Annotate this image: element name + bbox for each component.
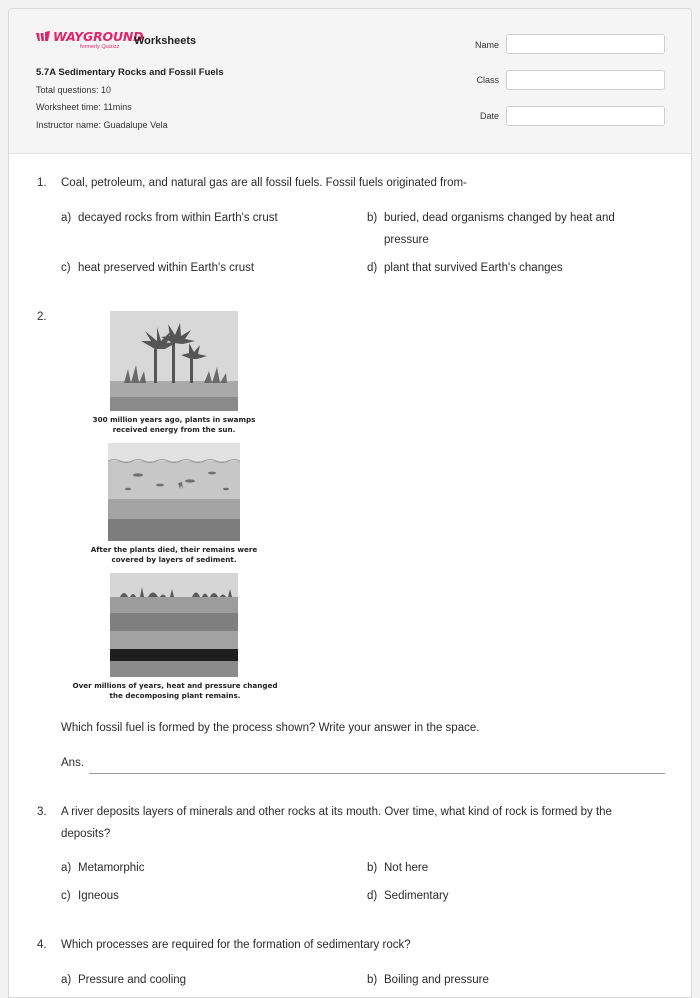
figure-caption-3: Over millions of years, heat and pressure changed the decomposing plant remains. [72, 681, 278, 700]
worksheet-title: 5.7A Sedimentary Rocks and Fossil Fuels [36, 67, 224, 78]
question-3-option-b[interactable]: b) Not here [367, 862, 429, 874]
figure-caption-2: After the plants died, their remains were covered by layers of sediment. [90, 545, 258, 564]
question-1-text: Coal, petroleum, and natural gas are all fossil fuels. Fossil fuels originated from- [61, 177, 467, 189]
class-field[interactable] [506, 70, 665, 90]
question-4-text: Which processes are required for the formation of sedimentary rock? [61, 939, 411, 951]
question-1-option-d[interactable]: d) plant that survived Earth's changes [367, 262, 563, 274]
brand-name: WAYGROUND [53, 29, 144, 44]
class-label: Class [476, 75, 499, 85]
swamp-plants-illustration [110, 311, 238, 411]
question-1-number: 1. [37, 177, 47, 189]
question-1-option-b[interactable]: b) buried, dead organisms changed by heat and pressure [367, 212, 615, 246]
date-field[interactable] [506, 106, 665, 126]
sediment-layers-illustration [108, 443, 240, 541]
answer-line[interactable] [89, 773, 665, 774]
question-3-text: A river deposits layers of minerals and other rocks at its mouth. Over time, what kind of rock is formed by the deposits? [61, 806, 612, 840]
name-field[interactable] [506, 34, 665, 54]
question-3-number: 3. [37, 806, 47, 818]
worksheet-header [9, 9, 692, 154]
figure-caption-1: 300 million years ago, plants in swamps received energy from the sun. [92, 415, 256, 434]
question-4-option-a[interactable]: a) Pressure and cooling [61, 974, 187, 986]
question-2-number: 2. [37, 311, 47, 323]
date-label: Date [479, 111, 499, 121]
name-label: Name [474, 40, 499, 50]
total-questions: Total questions: 10 [36, 85, 112, 95]
coal-layers-illustration [110, 573, 238, 677]
question-2-text: Which fossil fuel is formed by the process shown? Write your answer in the space. [61, 722, 480, 734]
question-3-option-c[interactable]: c) Igneous [61, 890, 119, 902]
brand-logo [36, 29, 144, 50]
worksheet-time: Worksheet time: 11mins [36, 102, 132, 112]
wayground-logo-icon [36, 31, 50, 42]
question-4-number: 4. [37, 939, 47, 951]
instructor-name: Instructor name: Guadalupe Vela [36, 120, 168, 130]
question-1-option-c[interactable]: c) heat preserved within Earth's crust [61, 262, 255, 274]
question-3-option-a[interactable]: a) Metamorphic [61, 862, 145, 874]
worksheet-page [8, 8, 692, 998]
question-4-option-b[interactable]: b) Boiling and pressure [367, 974, 489, 986]
question-1-option-a[interactable]: a) decayed rocks from within Earth's crust [61, 212, 278, 224]
section-label: Worksheets [134, 35, 197, 47]
question-3-option-d[interactable]: d) Sedimentary [367, 890, 449, 902]
brand-subtitle: formerly Quizizz [80, 44, 120, 50]
answer-label: Ans. [61, 757, 85, 769]
